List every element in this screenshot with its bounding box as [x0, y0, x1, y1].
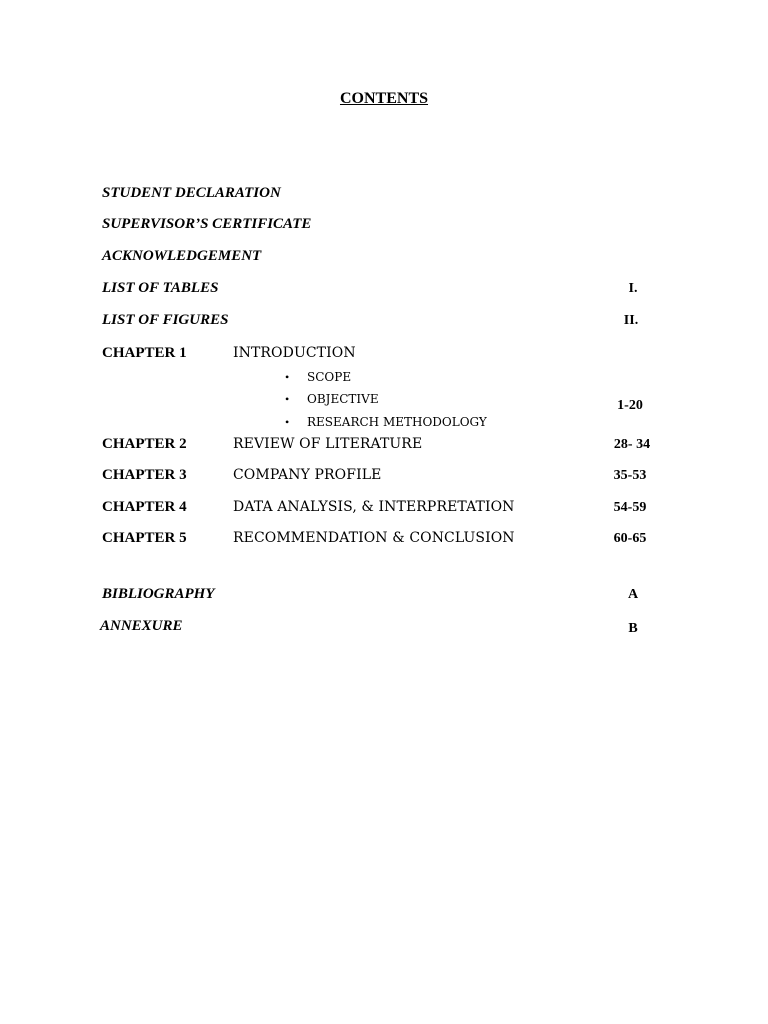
entry-supervisors-certificate: SUPERVISOR’S CERTIFICATE — [102, 216, 312, 232]
chapter-5-title: RECOMMENDATION & CONCLUSION — [233, 530, 515, 546]
page-chapter-3: 35-53 — [613, 468, 647, 483]
page-title: CONTENTS — [339, 90, 429, 107]
page-bibliography: A — [627, 587, 639, 602]
bullet-icon: • — [285, 392, 290, 406]
entry-annexure: ANNEXURE — [100, 618, 183, 634]
entry-bibliography: BIBLIOGRAPHY — [102, 586, 215, 602]
page-annexure: B — [628, 621, 638, 636]
entry-student-declaration: STUDENT DECLARATION — [102, 185, 281, 201]
subtopic-scope: SCOPE — [307, 370, 352, 384]
entry-list-of-figures: LIST OF FIGURES — [102, 312, 229, 328]
subtopic-objective: OBJECTIVE — [307, 392, 379, 406]
chapter-1-label: CHAPTER 1 — [102, 345, 187, 361]
chapter-1-title: INTRODUCTION — [233, 345, 356, 361]
chapter-4-title: DATA ANALYSIS, & INTERPRETATION — [233, 499, 515, 515]
chapter-2-label: CHAPTER 2 — [102, 436, 187, 452]
entry-list-of-tables: LIST OF TABLES — [102, 280, 219, 296]
chapter-3-label: CHAPTER 3 — [102, 467, 187, 483]
bullet-icon: • — [285, 415, 290, 429]
chapter-4-label: CHAPTER 4 — [102, 499, 187, 515]
page-list-of-tables: I. — [628, 281, 638, 296]
chapter-2-title: REVIEW OF LITERATURE — [233, 436, 423, 452]
page-chapter-1: 1-20 — [617, 398, 643, 413]
page-list-of-figures: II. — [623, 313, 639, 328]
page-chapter-2: 28- 34 — [613, 437, 651, 452]
page-chapter-5: 60-65 — [613, 531, 647, 546]
chapter-3-title: COMPANY PROFILE — [233, 467, 382, 483]
chapter-5-label: CHAPTER 5 — [102, 530, 187, 546]
entry-acknowledgement: ACKNOWLEDGEMENT — [102, 248, 262, 264]
bullet-icon: • — [285, 370, 290, 384]
subtopic-research-methodology: RESEARCH METHODOLOGY — [307, 415, 487, 429]
page-chapter-4: 54-59 — [613, 500, 647, 515]
